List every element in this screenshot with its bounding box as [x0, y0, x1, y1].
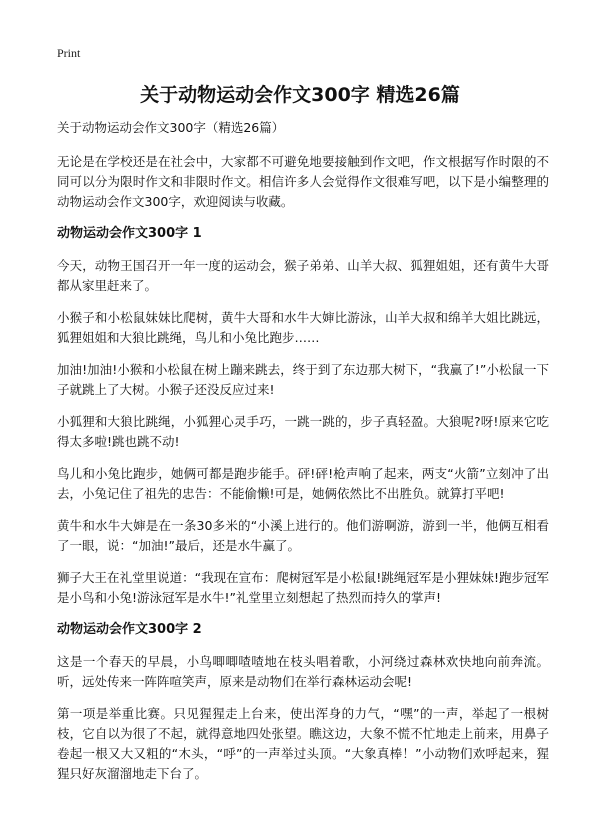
paragraph: 狮子大王在礼堂里说道：“我现在宣布：爬树冠军是小松鼠!跳绳冠军是小狸妹妹!跑步冠军是小鸟和小兔!游泳冠军是水牛!”礼堂里立刻想起了热烈而持久的掌声! [57, 570, 549, 605]
intro-paragraph: 无论是在学校还是在社会中，大家都不可避免地要接触到作文吧，作文根据写作时限的不同可以分为限时作文和非限时作文。相信许多人会觉得作文很难写吧，以下是小编整理的动物运动会作文300字，欢迎阅读与收藏。 [57, 154, 549, 209]
article-subtitle: 关于动物运动会作文300字（精选26篇） [57, 120, 285, 135]
paragraph: 这是一个春天的早晨，小鸟唧唧喳喳地在枝头唱着歌，小河绕过森林欢快地向前奔流。听，远处传来一阵阵喧笑声，原来是动物们在举行森林运动会呢! [57, 654, 549, 689]
paragraph: 黄牛和水牛大婶是在一条30多米的“小溪上进行的。他们游啊游，游到一半，他俩互相看了一眼，说：“加油!”最后，还是水牛赢了。 [57, 518, 549, 553]
section-heading-2: 动物运动会作文300字 2 [57, 622, 202, 637]
paragraph: 第一项是举重比赛。只见猩猩走上台来，使出浑身的力气，“嘿”的一声，举起了一根树枝，它自以为很了不起，就得意地四处张望。瞧这边，大象不慌不忙地走上前来，用鼻子卷起一根又大又粗的“木头，“呼”的一声举过头顶。“大象真棒！”小动物们欢呼起来，猩猩只好灰溜溜地走下台了。 [57, 706, 549, 781]
paragraph: 小猴子和小松鼠妹妹比爬树，黄牛大哥和水牛大婶比游泳，山羊大叔和绵羊大姐比跳远，狐狸姐姐和大狼比跳绳，鸟儿和小兔比跑步…… [57, 310, 549, 345]
print-link[interactable]: Print [57, 46, 81, 60]
article-body [57, 118, 549, 796]
paragraph: 小狐狸和大狼比跳绳，小狐狸心灵手巧，一跳一跳的，步子真轻盈。大狼呢?呀!原来它吃得太多啦!跳也跳不动! [57, 414, 549, 449]
paragraph: 鸟儿和小兔比跑步，她俩可都是跑步能手。砰!砰!枪声响了起来，两支“火箭”立刻冲了出去，小兔记住了祖先的忠告：不能偷懒!可是，她俩依然比不出胜负。就算打平吧! [57, 466, 549, 501]
section-heading-1: 动物运动会作文300字 1 [57, 226, 202, 241]
paragraph: 今天，动物王国召开一年一度的运动会，猴子弟弟、山羊大叔、狐狸姐姐，还有黄牛大哥都从家里赶来了。 [57, 258, 549, 293]
paragraph: 加油!加油!小猴和小松鼠在树上蹦来跳去，终于到了东边那大树下，“我赢了!”小松鼠一下子就跳上了大树。小猴子还没反应过来! [57, 362, 549, 397]
page-title: 关于动物运动会作文300字 精选26篇 [140, 84, 460, 106]
